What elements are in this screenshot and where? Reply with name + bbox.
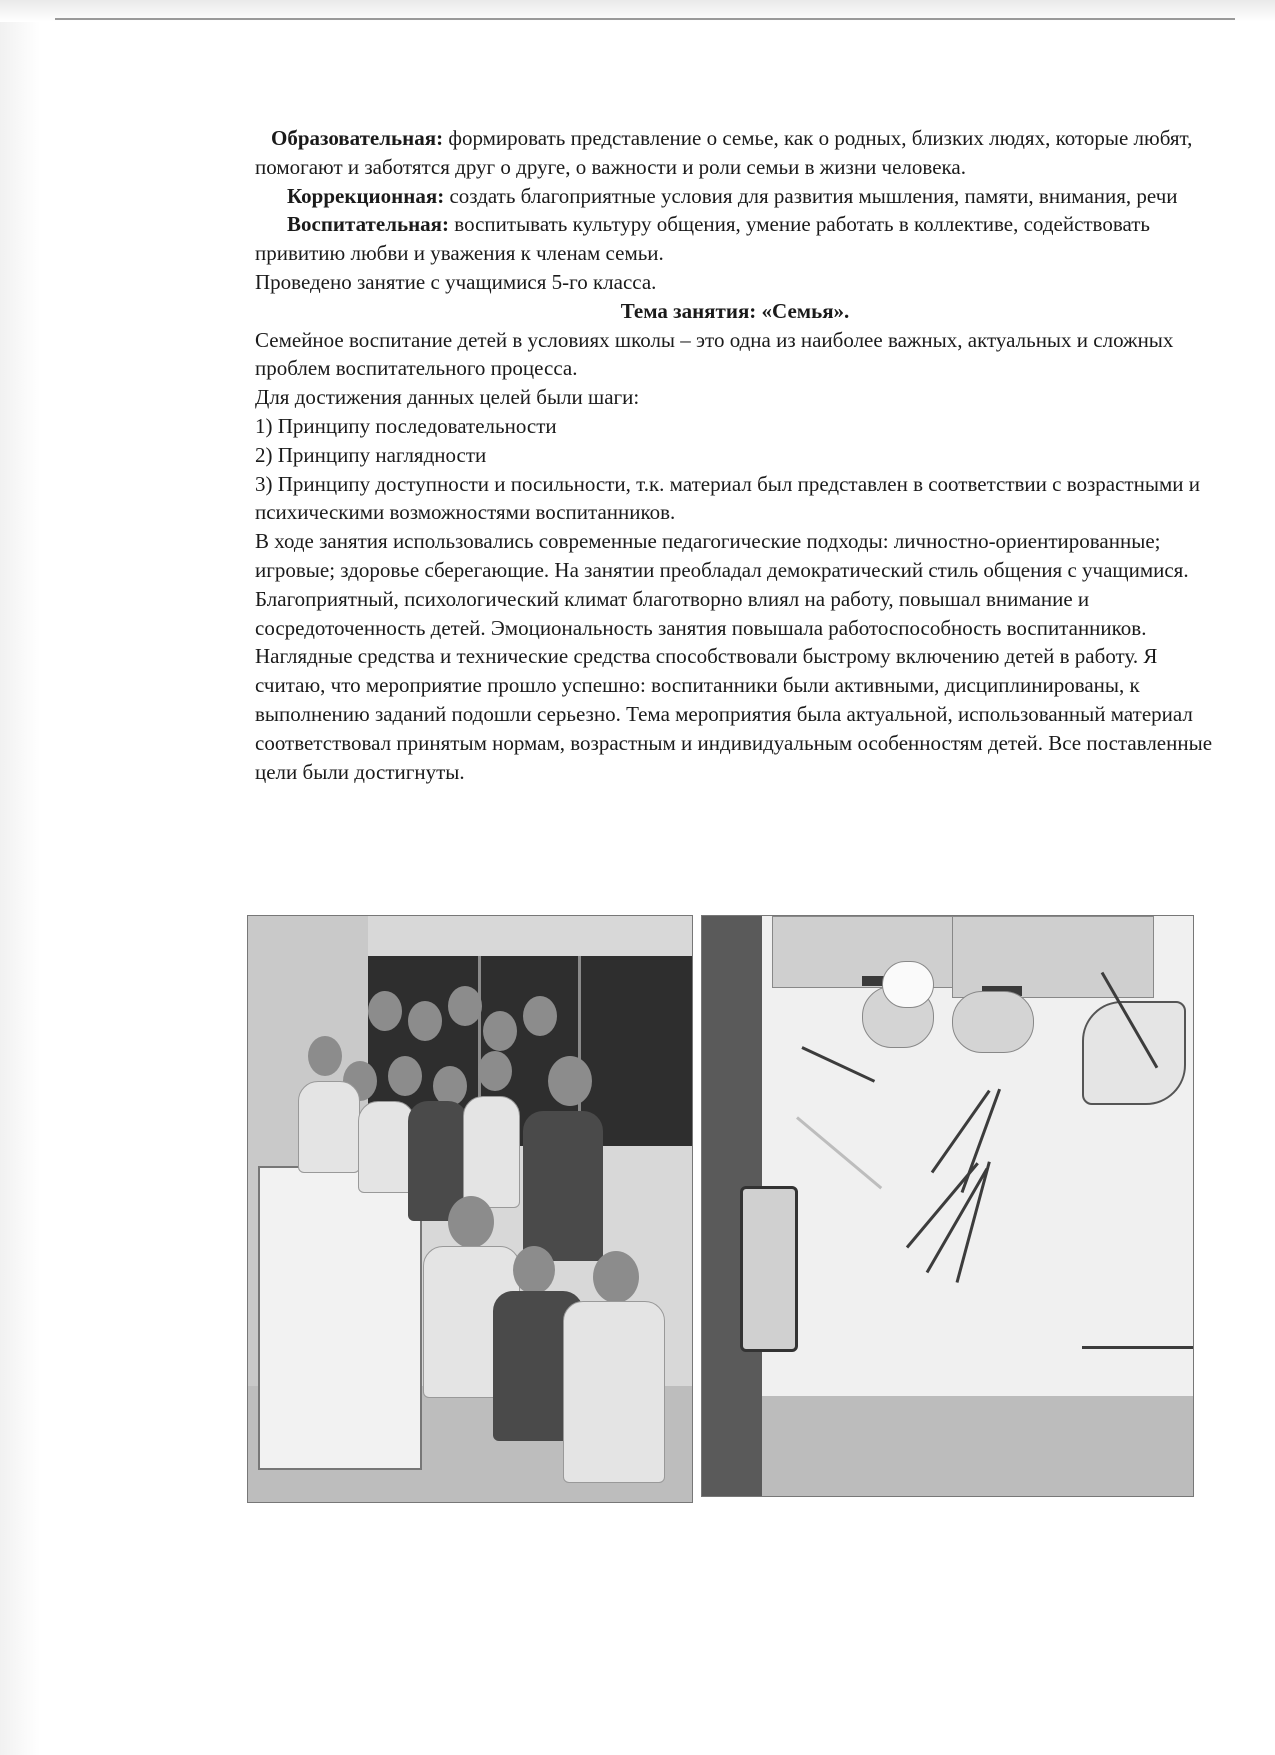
table-edge: [762, 1396, 1194, 1496]
goal-educational: [255, 124, 1215, 182]
student-head: [308, 1036, 342, 1076]
step-2: 2) Принципу наглядности: [255, 442, 487, 467]
goal-upbringing: [255, 210, 1215, 268]
photo-row: [247, 915, 1194, 1501]
scan-edge-line: [55, 18, 1235, 20]
student-head: [548, 1056, 592, 1106]
student-head: [388, 1056, 422, 1096]
student-body: [298, 1081, 360, 1173]
student-body: [463, 1096, 520, 1208]
student-head: [513, 1246, 555, 1294]
pencil-case: [740, 1186, 798, 1352]
goal-upbringing-label: Воспитательная:: [287, 212, 450, 237]
student-head: [433, 1066, 467, 1106]
student-body: [523, 1111, 603, 1261]
family-upbringing-paragraph: Семейное воспитание детей в условиях школы – это одна из наиболее важных, актуальных и сложных проблем воспитательного процесса.: [255, 327, 1174, 381]
student-head: [478, 1051, 512, 1091]
scan-shadow-left: [0, 0, 40, 1755]
goal-correctional-label: Коррекционная:: [287, 183, 445, 208]
student-body: [563, 1301, 665, 1483]
step-3: 3) Принципу доступности и посильности, т.к. материал был представлен в соответствии с возрастными и психическими возможностями воспитанников.: [255, 471, 1200, 525]
student-head: [368, 991, 402, 1031]
student-hand: [952, 991, 1034, 1053]
document-body: [255, 124, 1215, 786]
goal-educational-label: Образовательная:: [271, 126, 444, 150]
pencil-pouch: [1082, 1001, 1186, 1105]
lesson-topic: Тема занятия: «Семья».: [620, 298, 850, 323]
student-head: [483, 1011, 517, 1051]
conclusion-paragraph: В ходе занятия использовались современные педагогические подходы: личностно-ориентированные; игровые; здоровье сберегающие. На занятии преобладал демократический стиль общения с учащимися. Благоприятный, психологический климат благотворно влиял на работу, повышал внимание и сосредоточенность детей. Эмоциональность занятия повышала работоспособность воспитанников. Наглядные средства и технические средства способствовали быстрому включению детей в работу. Я считаю, что мероприятие прошло успешно: воспитанники были активными, дисциплинированы, к выполнению заданий подошли серьезно. Тема мероприятия была актуальной, использованный материал соответствовал принятым нормам, возрастным и индивидуальным особенностям детей. Все поставленные цели были достигнуты.: [255, 529, 1213, 784]
student-head: [593, 1251, 639, 1303]
teacher-desk: [258, 1166, 422, 1470]
drawing-activity-photo: [701, 915, 1194, 1497]
paper-hand-cutout: [882, 961, 934, 1008]
student-head: [448, 986, 482, 1026]
step-1: 1) Принципу последовательности: [255, 413, 557, 438]
pencil: [1082, 1346, 1194, 1349]
goal-upbringing-text: воспитывать культуру общения, умение работать в коллективе, содействовать привитию любви и уважения к членам семьи.: [255, 212, 1151, 266]
student-body: [358, 1101, 415, 1193]
student-head: [448, 1196, 494, 1248]
student-head: [523, 996, 557, 1036]
class-group-photo: [247, 915, 693, 1503]
conducted-line: Проведено занятие с учащимися 5-го класса.: [255, 269, 657, 294]
goal-correctional: [255, 182, 1215, 211]
goal-correctional-text: создать благоприятные условия для развития мышления, памяти, внимания, речи: [444, 183, 1178, 208]
student-head: [408, 1001, 442, 1041]
goal-educational-text: формировать представление о семье, как о родных, близких людях, которые любят, помогают и заботятся друг о друге, о важности и роли семьи в жизни человека.: [255, 126, 1193, 179]
steps-intro: Для достижения данных целей были шаги:: [255, 385, 640, 410]
